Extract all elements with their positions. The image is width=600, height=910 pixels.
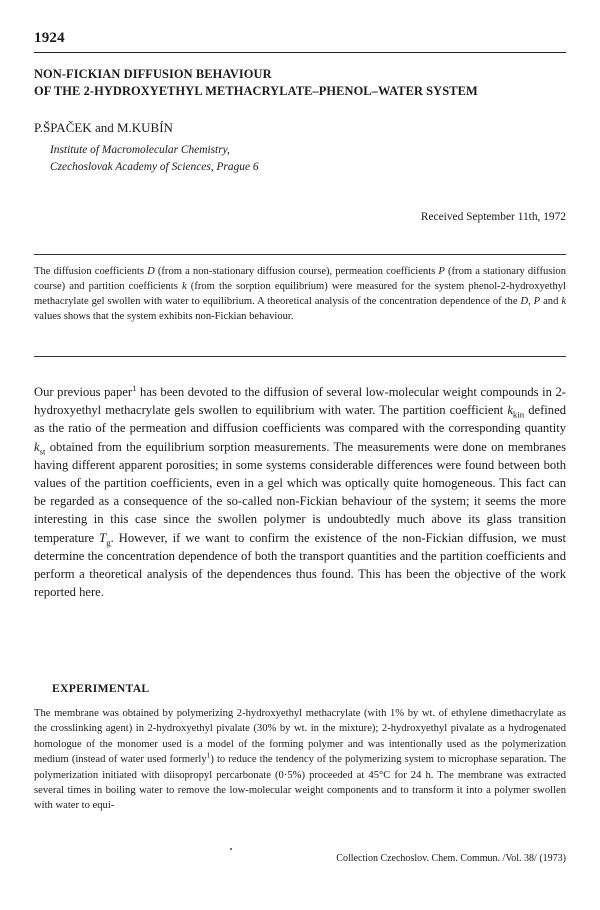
body-text: The membrane was obtained by polymerizing 2-hydroxyethyl methacrylate (with 1% by wt. of ethylene dimethacrylate as the crosslinking agent) in 2-hydroxyethyl pivalate (30% by wt. in the mixture); 2-hydroxyethyl pivalate as a hydrogenated homologue of the monomer used is a model of the forming polymer and was intentionally used as the polymerization medium (instead of water used formerly — [34, 708, 566, 766]
abstract-text: (from a stationary diffusion course) and partition coefficients — [34, 266, 566, 292]
body-text: defined as the ratio of the permeation and diffusion coefficients was compared with the corresponding quantity — [34, 403, 566, 436]
authors: P.ŠPAČEK and M.KUBÍN — [34, 120, 173, 135]
article-title — [34, 66, 574, 100]
experimental-paragraph — [34, 706, 566, 814]
abstract — [34, 264, 566, 324]
subscript: g — [106, 537, 111, 548]
title-line-2: OF THE 2-HYDROXYETHYL METHACRYLATE–PHENOL–WATER SYSTEM — [34, 84, 478, 98]
subscript: st — [39, 446, 46, 457]
subscript: kin — [512, 409, 525, 420]
abstract-text: The diffusion coefficients — [34, 266, 148, 277]
body-text: has been devoted to the diffusion of several low-molecular weight compounds in 2-hydroxyethyl methacrylate gels swollen to equilibrium with water. The partition coefficient — [34, 385, 566, 418]
affiliation-line-1: Institute of Macromolecular Chemistry, — [50, 144, 230, 156]
body-text: obtained from the equilibrium sorption measurements. The measurements were done on membranes having different apparent porosities; in some systems considerable differences were found between both values of the partition coefficients, even in a gel which was optically quite homogeneous. This fact can be regarded as a consequence of the so-called non-Fickian behaviour of the system; it seems the more interesting in this case since the swollen polymer is undoubtedly much above its glass transition temperature — [34, 439, 566, 545]
body-text: Our previous paper — [34, 385, 133, 399]
print-speck — [230, 848, 232, 850]
body-text: ) to reduce the tendency of the polymerizing system to microphase separation. The polymerization initiated with diisopropyl percarbonate (0·5%) proceeded at 45°C for 24 h. The membrane was extracted several times in boiling water to remove the low-molecular weight components and to transform it into a polymer swollen with water to equi- — [34, 754, 566, 812]
abstract-text: (from a non-stationary diffusion course), permeation coefficients — [154, 266, 439, 277]
section-heading-experimental: EXPERIMENTAL — [52, 682, 150, 695]
reference-marker: 1 — [132, 382, 137, 393]
symbol-d: D — [147, 266, 155, 277]
affiliation — [50, 142, 259, 176]
introduction-paragraph — [34, 383, 566, 601]
symbol-p: P — [438, 266, 445, 277]
symbol-d-p: D, P — [520, 296, 541, 307]
header-rule — [34, 52, 566, 53]
symbol-k: k — [561, 296, 567, 307]
symbol-t: T — [99, 530, 107, 545]
body-text: . However, if we want to confirm the existence of the non-Fickian diffusion, we must determine the concentration dependence of both the transport quantities and the partition coefficients and perform a theoretical analysis of the dependences thus found. This has been the objective of the work reported here. — [34, 530, 566, 600]
symbol-k: k — [181, 281, 187, 292]
abstract-text: and — [540, 296, 562, 307]
received-date: Received September 11th, 1972 — [420, 211, 566, 223]
page-number: 1924 — [34, 30, 65, 46]
abstract-rule-top — [34, 254, 566, 255]
abstract-text: values shows that the system exhibits non-Fickian behaviour. — [34, 311, 294, 322]
abstract-rule-bottom — [34, 356, 566, 357]
reference-marker: 1 — [206, 750, 211, 760]
affiliation-line-2: Czechoslovak Academy of Sciences, Prague 6 — [50, 161, 259, 173]
symbol-k: k — [507, 403, 513, 418]
symbol-k: k — [34, 439, 40, 454]
abstract-text: (from the sorption equilibrium) were measured for the system phenol-2-hydroxyethyl methacrylate gel swollen with water to equilibrium. A theoretical analysis of the concentration dependence of the — [34, 281, 566, 307]
title-line-1: NON-FICKIAN DIFFUSION BEHAVIOUR — [34, 67, 272, 81]
journal-citation-footer: Collection Czechoslov. Chem. Commun. /Vol. 38/ (1973) — [336, 853, 566, 864]
